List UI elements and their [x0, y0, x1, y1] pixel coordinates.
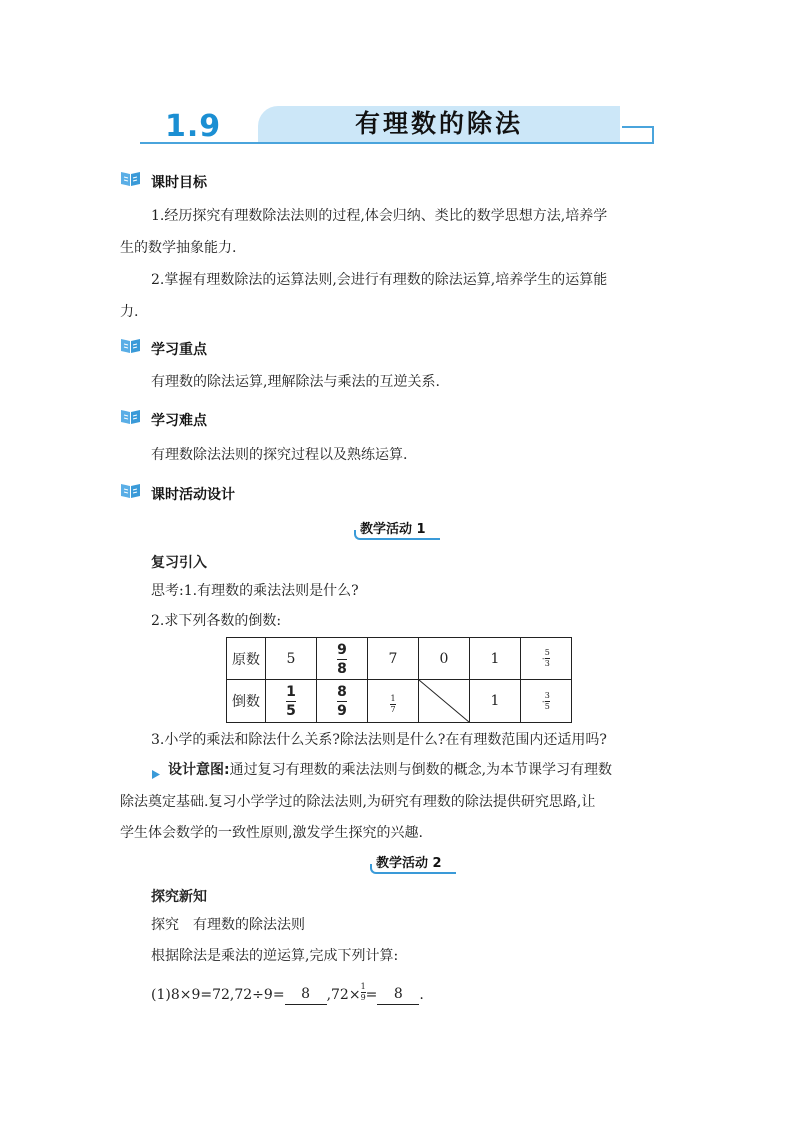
table-cell — [317, 680, 368, 723]
activity-2-underline — [376, 872, 456, 874]
table-cell: 5 — [266, 638, 317, 680]
book-icon — [120, 337, 141, 358]
activity-1-underline — [360, 538, 440, 540]
question-3: 3.小学的乘法和除法什么关系?除法法则是什么?在有理数范围内还适用吗? — [151, 732, 607, 748]
equation-1: (1)8×9=72,72÷9= 8 ,72× $\frac{1}{9}$ = 8 . — [151, 984, 424, 1005]
book-icon — [120, 408, 141, 429]
difficulties-text: 有理数除法法则的探究过程以及熟练运算. — [151, 447, 408, 463]
fraction: $\frac{9}{8}$ — [337, 641, 347, 677]
header-corner-line — [622, 126, 654, 144]
fraction: $\frac{8}{9}$ — [337, 684, 347, 719]
design-intent-line-3: 学生体会数学的一致性原则,激发学生探究的兴趣. — [120, 825, 423, 841]
section-number: 1.9 — [165, 109, 222, 144]
fraction: $\frac{1}{5}$ — [286, 684, 296, 719]
activity-1-label: 教学活动 1 — [360, 522, 426, 537]
fraction: $\frac{5}{3}$ — [544, 648, 550, 668]
key-points-text: 有理数的除法运算,理解除法与乘法的互逆关系. — [151, 374, 440, 390]
table-cell-empty — [419, 680, 470, 723]
goal-1-line-2: 生的数学抽象能力. — [120, 240, 237, 256]
goal-2-line-2: 力. — [120, 304, 139, 320]
fraction: $\frac{1}{9}$ — [360, 982, 366, 1002]
fraction: $\frac{1}{7}$ — [390, 693, 396, 714]
table-cell — [317, 638, 368, 680]
diagonal-slash — [419, 680, 469, 722]
goal-2-line-1: 2.掌握有理数除法的运算法则,会进行有理数的除法运算,培养学生的运算能 — [151, 272, 608, 288]
section-title-design: 课时活动设计 — [151, 487, 235, 503]
section-title-difficulties: 学习难点 — [151, 413, 207, 429]
explore-line: 探究 有理数的除法法则 — [151, 917, 305, 933]
fraction: $\frac{3}{5}$ — [544, 690, 550, 711]
triangle-icon — [151, 765, 161, 784]
book-icon — [120, 170, 141, 191]
table-row — [227, 638, 572, 680]
table-cell — [266, 680, 317, 723]
review-title: 复习引入 — [151, 555, 207, 571]
table-cell: 0 — [419, 638, 470, 680]
book-icon — [120, 482, 141, 503]
question-1: 思考:1.有理数的乘法法则是什么? — [151, 583, 359, 599]
section-title-key-points: 学习重点 — [151, 342, 207, 358]
design-intent-line-1: 设计意图:通过复习有理数的乘法法则与倒数的概念,为本节课学习有理数 — [168, 762, 613, 778]
table-cell: 1 — [470, 638, 521, 680]
answer-blank: 8 — [285, 984, 327, 1005]
explore-title: 探究新知 — [151, 889, 207, 905]
table-cell: - $\frac{5}{3}$ — [521, 638, 572, 680]
table-cell: - $\frac{3}{5}$ — [521, 680, 572, 723]
table-cell: 1 — [470, 680, 521, 723]
table-cell — [368, 680, 419, 723]
design-intent-line-2: 除法奠定基础.复习小学学过的除法法则,为研究有理数的除法提供研究思路,让 — [120, 794, 596, 810]
table-row — [227, 680, 572, 723]
instruction: 根据除法是乘法的逆运算,完成下列计算: — [151, 948, 399, 964]
activity-2-label: 教学活动 2 — [376, 856, 442, 871]
row-header-reciprocal: 倒数 — [227, 680, 266, 723]
goal-1-line-1: 1.经历探究有理数除法法则的过程,体会归纳、类比的数学思想方法,培养学 — [151, 208, 608, 224]
header-underline — [140, 142, 652, 144]
question-2: 2.求下列各数的倒数: — [151, 613, 282, 629]
section-title-goals: 课时目标 — [151, 175, 207, 191]
row-header-original: 原数 — [227, 638, 266, 680]
answer-blank: 8 — [377, 984, 419, 1005]
table-cell: 7 — [368, 638, 419, 680]
page-title: 有理数的除法 — [354, 109, 523, 138]
reciprocal-table — [226, 637, 572, 723]
